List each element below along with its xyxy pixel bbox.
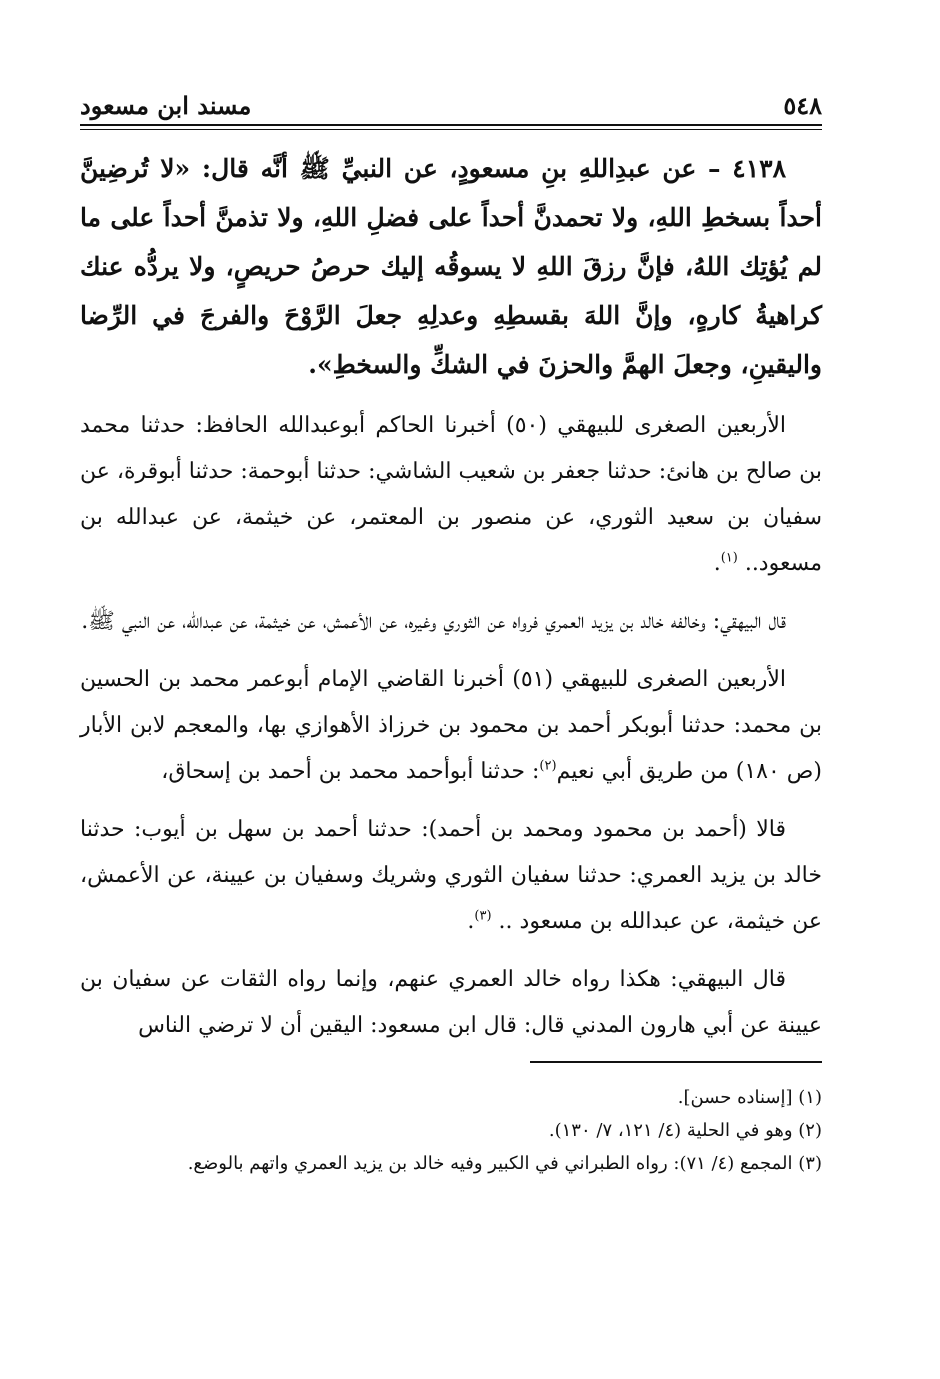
page-number: ٥٤٨ (783, 91, 822, 120)
page-header (80, 80, 822, 120)
paragraph-end: : حدثنا أبوأحمد محمد بن أحمد بن إسحاق، (161, 759, 540, 784)
paragraph-text: الأربعين الصغرى للبيهقي (٥١) أخبرنا القاضي الإمام أبوعمر محمد بن الحسين بن محمد: حدثنا أبوبكر أحمد بن محمود بن خرزاذ الأهوازي بها، والمعجم لابن الأبار (ص ١٨٠) من طريق أبي نعيم (80, 667, 822, 784)
paragraph (80, 657, 822, 795)
paragraph (80, 599, 822, 645)
footnote: (١) [إسناده حسن]. (677, 1087, 822, 1108)
paragraph (80, 403, 822, 587)
footnote-ref: (٣) (474, 908, 492, 924)
header-rule (80, 124, 822, 126)
paragraph-text: الأربعين الصغرى للبيهقي (٥٠) أخبرنا الحاكم أبوعبدالله الحافظ: حدثنا محمد بن صالح بن هانئ: حدثنا جعفر بن شعيب الشاشي: حدثنا أبوحمة: حدثنا أبوقرة، عن سفيان بن سعيد الثوري، عن منصور بن المعتمر، عن خيثمة، عن عبدالله بن مسعود.. (80, 413, 822, 576)
header-rule-thin (80, 129, 822, 130)
footnote-ref: (٢) (539, 758, 557, 774)
main-text (80, 144, 822, 1049)
paragraph-text: قال البيهقي: وخالفه خالد بن يزيد العمري فرواه عن الثوري وغيره، عن الأعمش، عن خيثمة، عن عبدالله، عن النبي ﷺ. (81, 609, 786, 634)
footnotes (80, 1081, 822, 1180)
paragraph (80, 957, 822, 1049)
page (80, 80, 822, 1180)
paragraph-end: . (467, 909, 475, 934)
footnote: (٢) وهو في الحلية (٤/ ١٢١، ٧/ ١٣٠). (548, 1120, 822, 1141)
footnote-ref: (١) (720, 550, 738, 566)
footnote: (٣) المجمع (٤/ ٧١): رواه الطبراني في الكبير وفيه خالد بن يزيد العمري واتهم بالوضع. (187, 1153, 822, 1174)
hadith-text: ٤١٣٨ – عن عبدِاللهِ بنِ مسعودٍ، عن النبيِّ ﷺ أنَّه قال: «لا تُرضِينَّ أحداً بسخطِ اللهِ، ولا تحمدنَّ أحداً على فضلِ اللهِ، ولا تذمنَّ أحداً على ما لم يُؤتِك اللهُ، فإنَّ رزقَ اللهِ لا يسوقُه إليك حرصُ حريصٍ، ولا يردُّه عنك كراهيةُ كارهٍ، وإنَّ اللهَ بقسطِهِ وعدلِهِ جعلَ الرَّوْحَ والفرجَ في الرِّضا واليقينِ، وجعلَ الهمَّ والحزنَ في الشكِّ والسخطِ». (80, 154, 822, 379)
paragraph-text: قال البيهقي: هكذا رواه خالد العمري عنهم، وإنما رواه الثقات عن سفيان بن عيينة عن أبي هارون المدني قال: قال ابن مسعود: اليقين أن لا ترضي الناس (80, 967, 822, 1038)
paragraph-text: قالا (أحمد بن محمود ومحمد بن أحمد): حدثنا أحمد بن سهل بن أيوب: حدثنا خالد بن يزيد العمري: حدثنا سفيان الثوري وشريك وسفيان بن عيينة، عن الأعمش، عن خيثمة، عن عبدالله بن مسعود .. (80, 817, 822, 934)
paragraph (80, 807, 822, 945)
footnote-separator (530, 1061, 822, 1063)
paragraph-end: . (713, 551, 721, 576)
running-title: مسند ابن مسعود (80, 91, 252, 120)
